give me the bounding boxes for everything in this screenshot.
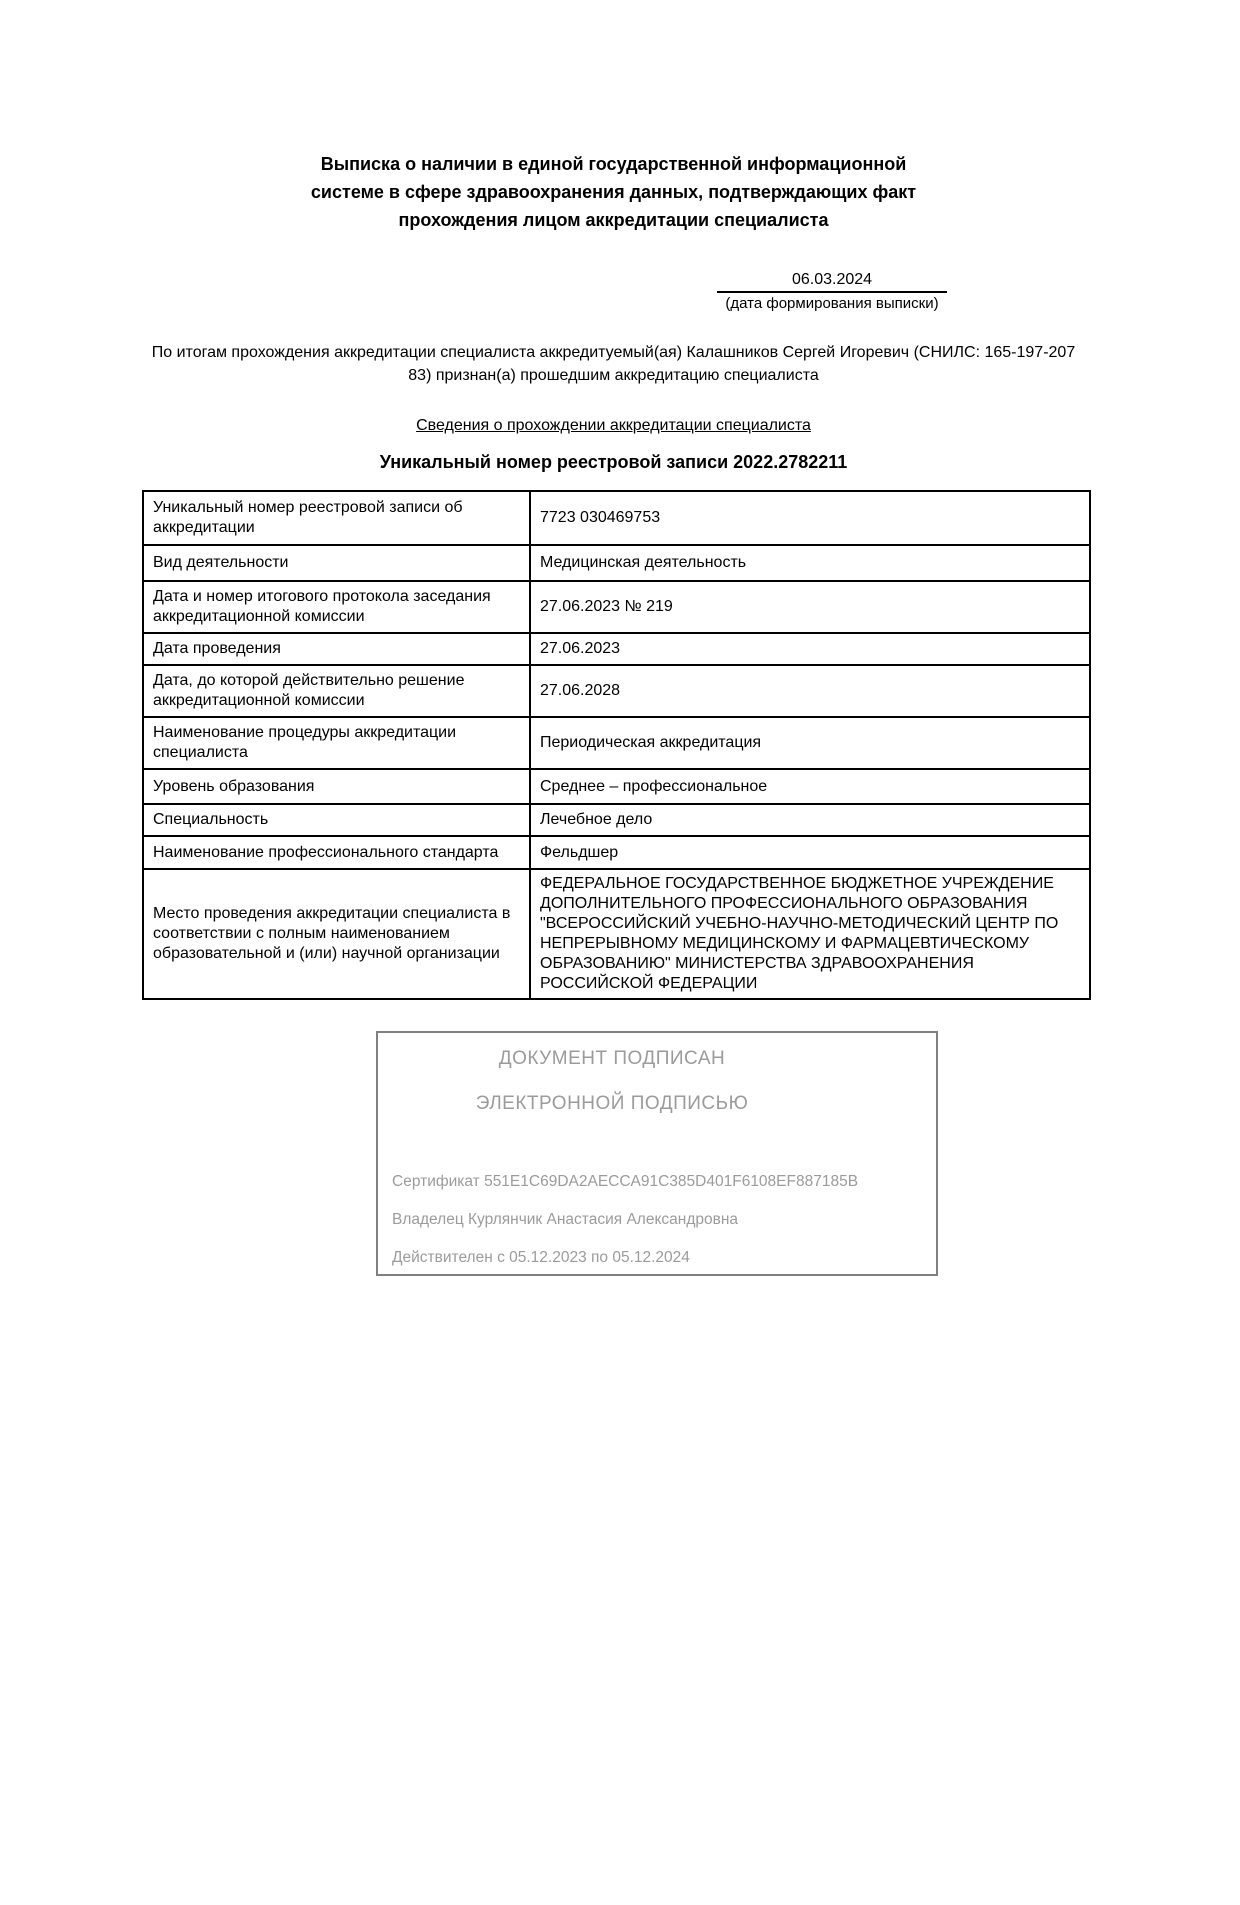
document-page — [0, 150, 1240, 1905]
table-row-label: Вид деятельности — [143, 545, 530, 581]
signature-title-line2: ЭЛЕКТРОННОЙ ПОДПИСЬЮ — [475, 1093, 749, 1114]
table-row-label: Уникальный номер реестровой записи об аккредитации — [143, 491, 530, 545]
table-row-label: Дата проведения — [143, 633, 530, 665]
table-row-value: 27.06.2028 — [530, 665, 1090, 717]
table-row — [143, 836, 1090, 869]
document-title-line1: Выписка о наличии в единой государственной информационной — [320, 154, 907, 174]
page-content — [142, 150, 1085, 1276]
signature-owner: Владелец Курлянчик Анастасия Александровна — [392, 1211, 739, 1228]
signature-certificate: Сертификат 551E1C69DA2AECCA91C385D401F6108EF887185B — [392, 1173, 859, 1190]
table-row — [143, 717, 1090, 769]
accreditation-table — [142, 490, 1091, 1000]
table-row-value: Среднее – профессиональное — [530, 769, 1090, 804]
document-title — [142, 150, 1085, 234]
intro-paragraph: По итогам прохождения аккредитации специалиста аккредитуемый(ая) Калашников Сергей Игоревич (СНИЛС: 165-197-207 83) признан(а) прошедшим аккредитацию специалиста — [151, 344, 1076, 384]
table-row-label: Дата и номер итогового протокола заседания аккредитационной комиссии — [143, 581, 530, 633]
section-heading-text: Сведения о прохождении аккредитации специалиста — [416, 417, 811, 434]
table-row-value: 27.06.2023 — [530, 633, 1090, 665]
table-row — [143, 769, 1090, 804]
table-row-value: 27.06.2023 № 219 — [530, 581, 1090, 633]
signature-title-line1: ДОКУМЕНТ ПОДПИСАН — [498, 1048, 726, 1069]
table-row — [143, 581, 1090, 633]
table-row-value: 7723 030469753 — [530, 491, 1090, 545]
table-row-label: Наименование процедуры аккредитации специалиста — [143, 717, 530, 769]
table-row — [143, 491, 1090, 545]
table-row — [143, 804, 1090, 836]
electronic-signature-stamp — [376, 1031, 938, 1276]
table-row — [143, 869, 1090, 999]
extract-date-caption: (дата формирования выписки) — [725, 295, 939, 312]
extract-date-block — [717, 270, 947, 313]
table-row-value: Фельдшер — [530, 836, 1090, 869]
table-row-label: Дата, до которой действительно решение аккредитационной комиссии — [143, 665, 530, 717]
document-title-line3: прохождения лицом аккредитации специалиста — [398, 210, 829, 230]
table-row-label: Место проведения аккредитации специалиста в соответствии с полным наименованием образовательной и (или) научной организации — [143, 869, 530, 999]
table-row — [143, 633, 1090, 665]
table-row-value: Медицинская деятельность — [530, 545, 1090, 581]
record-number-heading: Уникальный номер реестровой записи 2022.2782211 — [379, 452, 848, 472]
table-row-value: Лечебное дело — [530, 804, 1090, 836]
table-row-label: Наименование профессионального стандарта — [143, 836, 530, 869]
document-title-line2: системе в сфере здравоохранения данных, подтверждающих факт — [310, 182, 917, 202]
table-row-label: Специальность — [143, 804, 530, 836]
extract-date: 06.03.2024 — [717, 270, 947, 293]
table-row-label: Уровень образования — [143, 769, 530, 804]
table-row — [143, 665, 1090, 717]
table-row — [143, 545, 1090, 581]
table-row-value: Периодическая аккредитация — [530, 717, 1090, 769]
table-row-value: ФЕДЕРАЛЬНОЕ ГОСУДАРСТВЕННОЕ БЮДЖЕТНОЕ УЧРЕЖДЕНИЕ ДОПОЛНИТЕЛЬНОГО ПРОФЕССИОНАЛЬНОГО ОБРАЗОВАНИЯ "ВСЕРОССИЙСКИЙ УЧЕБНО-НАУЧНО-МЕТОДИЧЕСКИЙ ЦЕНТР ПО НЕПРЕРЫВНОМУ МЕДИЦИНСКОМУ И ФАРМАЦЕВТИЧЕСКОМУ ОБРАЗОВАНИЮ" МИНИСТЕРСТВА ЗДРАВООХРАНЕНИЯ РОССИЙСКОЙ ФЕДЕРАЦИИ — [530, 869, 1090, 999]
section-heading — [142, 417, 1085, 435]
signature-validity: Действителен с 05.12.2023 по 05.12.2024 — [392, 1249, 690, 1266]
